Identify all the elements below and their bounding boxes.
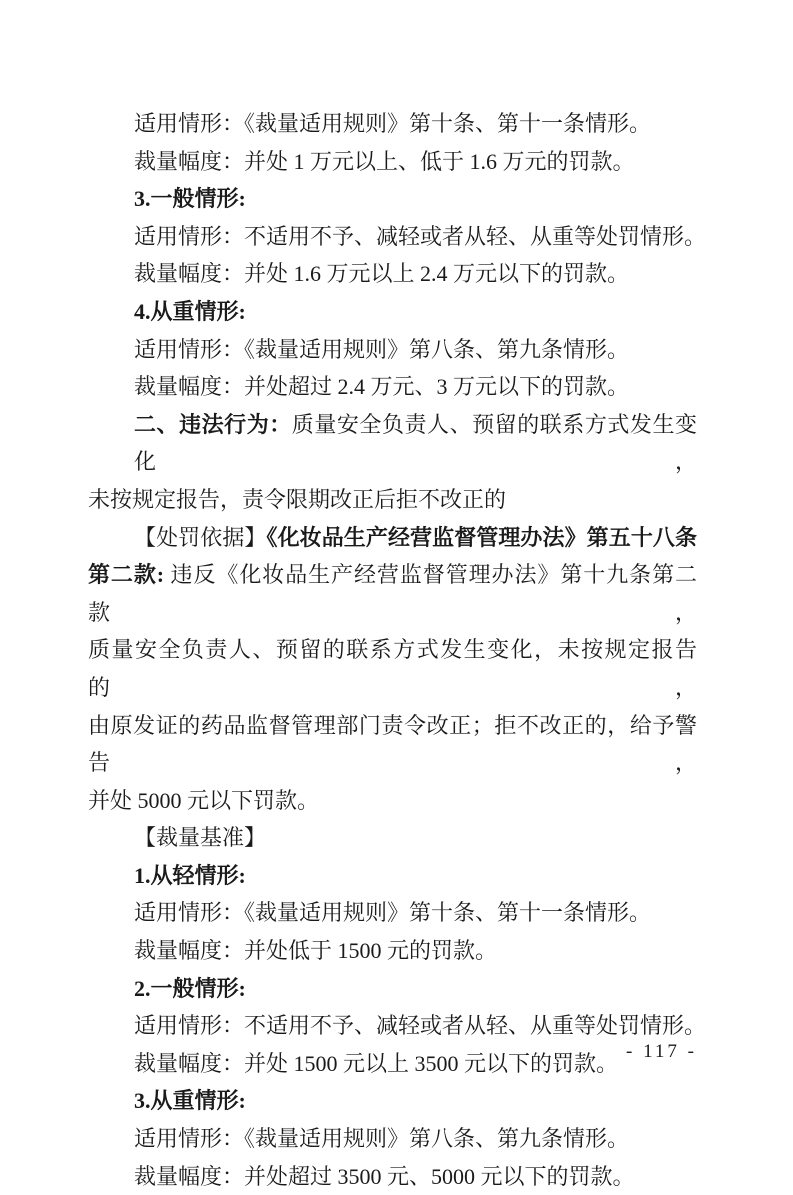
text-segment: 适用情形：不适用不予、减轻或者从轻、从重等处罚情形。	[134, 223, 707, 249]
text-segment: 4.从重情形:	[134, 298, 246, 324]
text-line	[88, 556, 697, 631]
text-line	[88, 970, 697, 1008]
document-body	[88, 105, 707, 1195]
text-line	[88, 1158, 697, 1195]
text-segment: 3.从重情形:	[134, 1088, 246, 1114]
text-line	[88, 331, 697, 369]
text-segment: 适用情形：《裁量适用规则》第十条、第十一条情形。	[134, 900, 652, 926]
text-line	[88, 406, 697, 481]
text-line	[88, 293, 697, 331]
text-segment: 适用情形：《裁量适用规则》第十条、第十一条情形。	[134, 111, 652, 136]
text-segment: 裁量幅度：并处 1500 元以上 3500 元以下的罚款。	[134, 1050, 619, 1076]
text-line	[88, 782, 697, 820]
text-line	[88, 894, 697, 932]
text-line	[88, 857, 697, 895]
text-segment: 第二款:	[88, 562, 165, 588]
text-segment: 二、违法行为：	[134, 411, 292, 437]
text-segment: 质量安全负责人、预留的联系方式发生变化，	[134, 411, 697, 475]
text-line	[88, 819, 697, 857]
text-segment: 2.一般情形:	[134, 975, 246, 1001]
text-line	[88, 631, 697, 706]
text-segment: 《化妆品生产经营监督管理办法》第五十八条	[266, 524, 697, 550]
text-segment: 裁量幅度：并处超过 3500 元、5000 元以下的罚款。	[134, 1163, 635, 1189]
text-line	[88, 255, 697, 293]
text-line	[88, 519, 697, 557]
text-segment: 适用情形：《裁量适用规则》第八条、第九条情形。	[134, 1126, 630, 1152]
text-segment: 裁量幅度：并处低于 1500 元的罚款。	[134, 938, 498, 964]
text-segment: 3.一般情形:	[134, 186, 246, 212]
text-segment: 适用情形：不适用不予、减轻或者从轻、从重等处罚情形。	[134, 1013, 707, 1039]
text-segment: 质量安全负责人、预留的联系方式发生变化，未按规定报告的，	[88, 637, 697, 700]
text-segment: 【裁量基准】	[134, 825, 267, 851]
text-segment: 裁量幅度：并处超过 2.4 万元、3 万元以下的罚款。	[134, 374, 630, 400]
text-line	[88, 105, 697, 143]
text-segment: 并处 5000 元以下罚款。	[88, 787, 320, 813]
text-segment: 裁量幅度：并处 1 万元以上、低于 1.6 万元的罚款。	[134, 148, 635, 174]
text-segment: 1.从轻情形:	[134, 862, 246, 888]
text-segment: 裁量幅度：并处 1.6 万元以上 2.4 万元以下的罚款。	[134, 261, 630, 287]
text-line	[88, 1082, 697, 1120]
text-line	[88, 143, 697, 181]
text-segment: 未按规定报告，责令限期改正后拒不改正的	[88, 486, 507, 512]
text-line	[88, 180, 697, 218]
page-number: - 117 -	[626, 1041, 697, 1062]
text-segment: 【处罚依据】	[134, 524, 267, 550]
text-line	[88, 707, 697, 782]
text-line	[88, 1045, 697, 1083]
text-segment: 适用情形：《裁量适用规则》第八条、第九条情形。	[134, 336, 630, 362]
text-segment: 违反《化妆品生产经营监督管理办法》第十九条第二款，	[88, 562, 697, 625]
text-line	[88, 368, 697, 406]
text-line	[88, 1007, 707, 1045]
text-line	[88, 481, 697, 519]
text-line	[88, 218, 707, 256]
text-segment: 由原发证的药品监督管理部门责令改正；拒不改正的，给予警告，	[88, 712, 697, 776]
text-line	[88, 932, 697, 970]
text-line	[88, 1120, 697, 1158]
